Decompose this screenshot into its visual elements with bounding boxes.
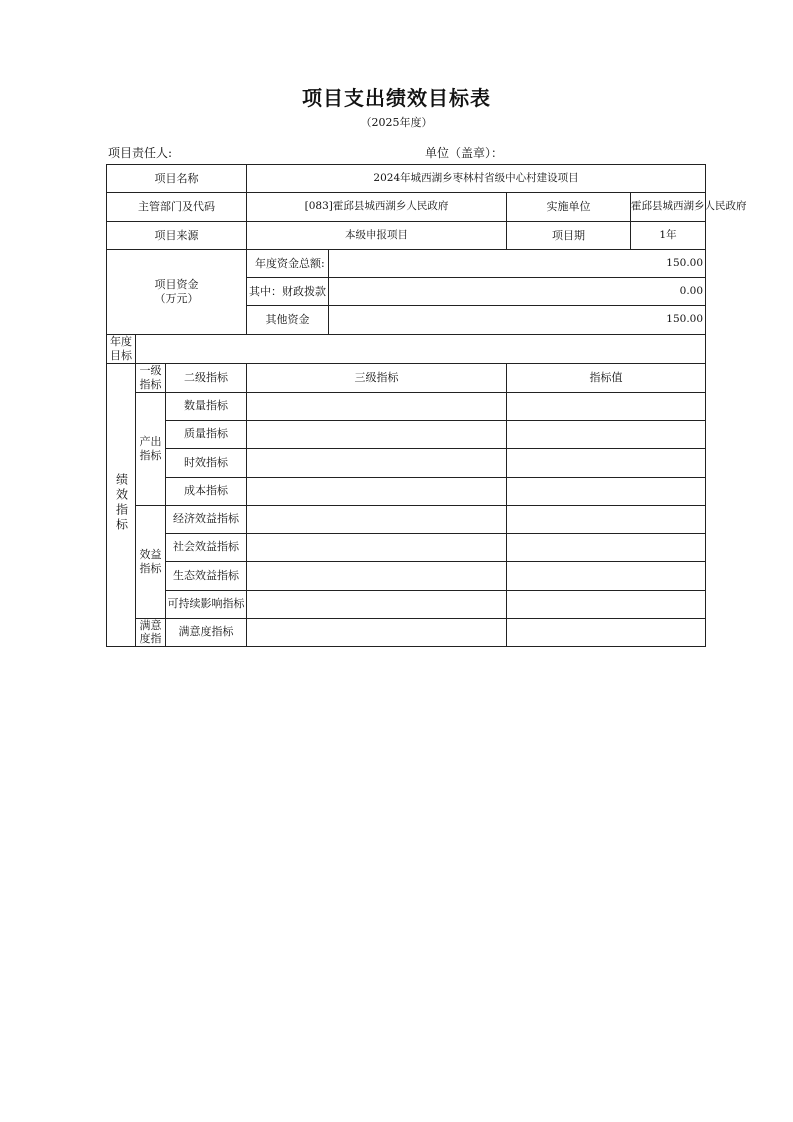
implementing-unit-value: 霍邱县城西湖乡人民政府 [631,193,706,222]
row-department [107,193,706,222]
annual-total-value: 150.00 [329,250,706,278]
level3-cell [247,533,507,561]
project-period-label: 项目期 [507,222,631,250]
value-cell [507,505,706,533]
row-funds-total [107,250,706,278]
table-row [107,448,706,477]
department-value: [083]霍邱县城西湖乡人民政府 [247,193,507,222]
table-row [107,392,706,420]
value-cell [507,477,706,505]
project-funds-label-line1: 项目资金 [154,278,199,292]
ecological-benefit-label: 生态效益指标 [166,561,247,590]
timeliness-indicator-label: 时效指标 [166,448,247,477]
level3-cell [247,448,507,477]
annual-goal-value [136,335,706,364]
project-name-value: 2024年城西湖乡枣林村省级中心村建设项目 [247,165,706,193]
project-funds-label-line2: （万元） [154,292,199,305]
indicator-value-header: 指标值 [507,363,706,392]
person-in-charge-label: 项目责任人: [108,146,173,160]
table-row [107,533,706,561]
page-title: 项目支出绩效目标表 [302,86,491,110]
row-indicator-header [107,363,706,392]
project-funds-label [107,250,247,335]
value-cell [507,420,706,448]
value-cell [507,590,706,618]
level3-cell [247,392,507,420]
table-row [107,618,706,647]
satisfaction-indicators-label: 满意度指 [136,618,166,647]
value-cell [507,392,706,420]
performance-indicators-label: 绩效指标 [107,363,136,647]
project-name-label: 项目名称 [107,165,247,193]
project-source-label: 项目来源 [107,222,247,250]
annual-total-label: 年度资金总额: [247,250,329,278]
project-source-value: 本级申报项目 [247,222,507,250]
project-period-value: 1年 [631,222,706,250]
level3-cell [247,477,507,505]
fiscal-allocation-label: 其中：财政拨款 [247,278,329,306]
economic-benefit-label: 经济效益指标 [166,505,247,533]
level3-cell [247,618,507,647]
table-row [107,561,706,590]
implementing-unit-label: 实施单位 [507,193,631,222]
value-cell [507,618,706,647]
other-funds-value: 150.00 [329,306,706,335]
table-row [107,505,706,533]
year-label: （2025年度） [360,116,433,129]
cost-indicator-label: 成本指标 [166,477,247,505]
value-cell [507,561,706,590]
benefit-indicators-label: 效益指标 [136,505,166,618]
table-row [107,590,706,618]
row-project-name [107,165,706,193]
value-cell [507,533,706,561]
level3-cell [247,420,507,448]
level3-cell [247,590,507,618]
department-label: 主管部门及代码 [107,193,247,222]
value-cell [507,448,706,477]
output-indicators-label: 产出指标 [136,392,166,505]
satisfaction-indicator-label: 满意度指标 [166,618,247,647]
table-row [107,420,706,448]
level3-cell [247,505,507,533]
other-funds-label: 其他资金 [247,306,329,335]
row-annual-goal [107,335,706,364]
level3-cell [247,561,507,590]
social-benefit-label: 社会效益指标 [166,533,247,561]
unit-seal-label: 单位（盖章）： [425,146,504,160]
row-source [107,222,706,250]
table-row [107,477,706,505]
level2-header: 二级指标 [166,363,247,392]
quantity-indicator-label: 数量指标 [166,392,247,420]
quality-indicator-label: 质量指标 [166,420,247,448]
sustainable-impact-label: 可持续影响指标 [166,590,247,618]
annual-goal-label: 年度目标 [107,335,136,364]
fiscal-allocation-value: 0.00 [329,278,706,306]
performance-target-table [106,164,747,647]
level3-header: 三级指标 [247,363,507,392]
level1-header: 一级指标 [136,363,166,392]
